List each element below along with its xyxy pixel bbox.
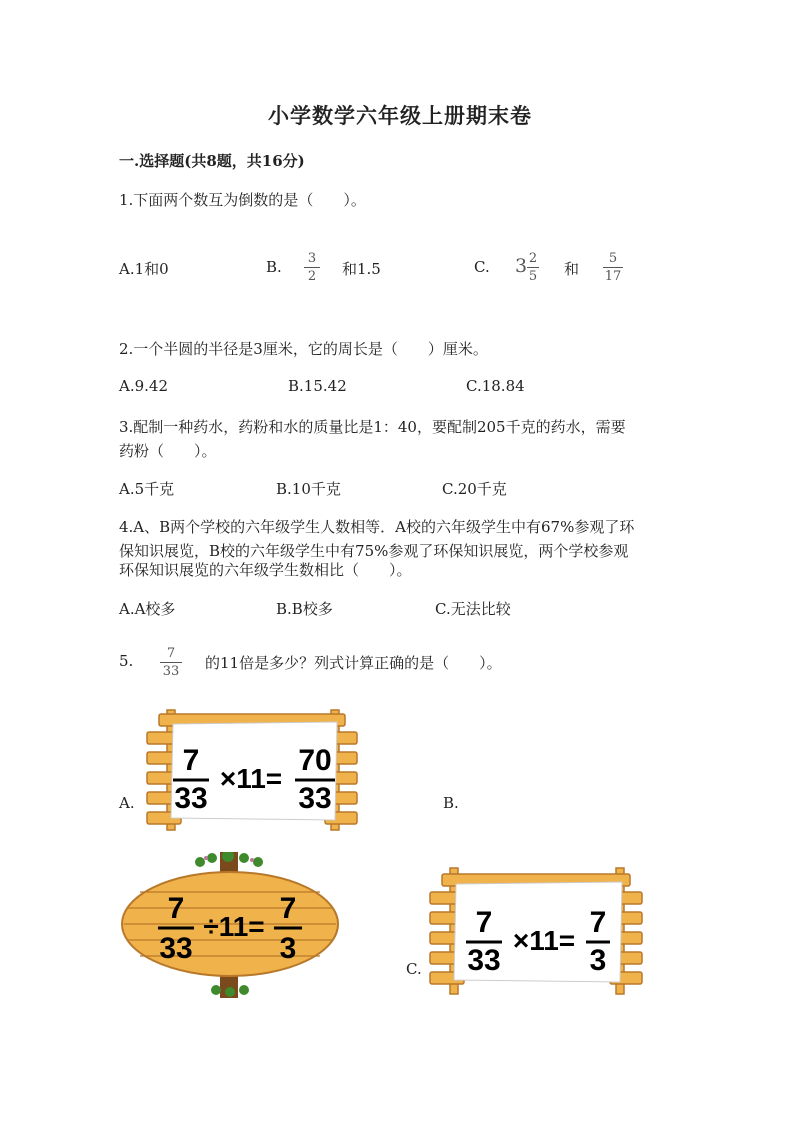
q5-c-num-1: 7 bbox=[475, 906, 493, 939]
q1-option-b-label: B. bbox=[266, 258, 282, 276]
q1-option-c-fraction: 2 5 bbox=[528, 251, 538, 284]
q5-a-num-2: 70 bbox=[298, 744, 332, 777]
question-3-line-2: 药粉（ ）。 bbox=[119, 442, 217, 460]
q3-option-b: B.10千克 bbox=[276, 480, 341, 498]
q2-option-a: A.9.42 bbox=[119, 377, 168, 395]
q5-c-den-2: 3 bbox=[589, 944, 607, 977]
q1-option-b-fraction: 3 2 bbox=[304, 251, 320, 284]
q3-option-a: A.5千克 bbox=[119, 480, 175, 498]
q5-option-a-sign bbox=[145, 708, 360, 832]
q5-c-den-1: 33 bbox=[467, 944, 501, 977]
q5-c-op: ×11= bbox=[512, 925, 576, 956]
question-5-text: 的11倍是多少？列式计算正确的是（ ）。 bbox=[205, 654, 502, 672]
q5-b-op: ÷11= bbox=[203, 911, 265, 942]
q2-option-b: B.15.42 bbox=[288, 377, 347, 395]
section-heading: 一.选择题(共8题，共16分) bbox=[119, 152, 305, 170]
q4-option-b: B.B校多 bbox=[276, 600, 333, 618]
q5-b-den-2: 3 bbox=[279, 932, 297, 965]
question-4-line-1: 4.A、B两个学校的六年级学生人数相等．A校的六年级学生中有67%参观了环 bbox=[119, 518, 635, 536]
q5-option-b-sign bbox=[120, 852, 340, 998]
q1-option-c-fraction-2: 5 17 bbox=[604, 251, 622, 284]
q5-a-den-1: 33 bbox=[174, 782, 208, 815]
q4-option-c: C.无法比较 bbox=[435, 600, 511, 618]
q5-c-num-2: 7 bbox=[589, 906, 607, 939]
q1-option-a: A.1和0 bbox=[119, 260, 169, 278]
q5-b-den-1: 33 bbox=[159, 932, 193, 965]
question-4-line-3: 环保知识展览的六年级学生数相比（ ）。 bbox=[119, 561, 412, 579]
question-3-line-1: 3.配制一种药水，药粉和水的质量比是1：40，要配制205千克的药水，需要 bbox=[119, 418, 626, 436]
q5-a-op: ×11= bbox=[219, 763, 283, 794]
q1-option-b-rest: 和1.5 bbox=[342, 260, 381, 278]
q5-option-c-sign bbox=[428, 866, 646, 996]
question-4-line-2: 保知识展览，B校的六年级学生中有75%参观了环保知识展览，两个学校参观 bbox=[119, 542, 629, 560]
q1-option-c-label: C. bbox=[474, 258, 490, 276]
q5-b-num-2: 7 bbox=[279, 892, 297, 925]
q5-b-num-1: 7 bbox=[167, 892, 185, 925]
q5-option-a-label: A. bbox=[119, 794, 135, 812]
q5-fraction: 7 33 bbox=[160, 646, 182, 679]
q3-option-c: C.20千克 bbox=[442, 480, 507, 498]
page-title: 小学数学六年级上册期末卷 bbox=[268, 103, 532, 128]
q4-option-a: A.A校多 bbox=[119, 600, 176, 618]
q5-option-b-label: B. bbox=[443, 794, 459, 812]
q1-option-c-whole: 3 bbox=[515, 255, 528, 277]
q2-option-c: C.18.84 bbox=[466, 377, 525, 395]
q5-a-num-1: 7 bbox=[182, 744, 200, 777]
q5-a-den-2: 33 bbox=[298, 782, 332, 815]
q1-option-c-and: 和 bbox=[564, 260, 580, 278]
q5-option-c-label: C. bbox=[406, 960, 422, 978]
question-2-text: 2.一个半圆的半径是3厘米，它的周长是（ ）厘米。 bbox=[119, 340, 488, 358]
question-1-text: 1.下面两个数互为倒数的是（ ）。 bbox=[119, 191, 366, 209]
question-5-number: 5. bbox=[119, 652, 134, 670]
